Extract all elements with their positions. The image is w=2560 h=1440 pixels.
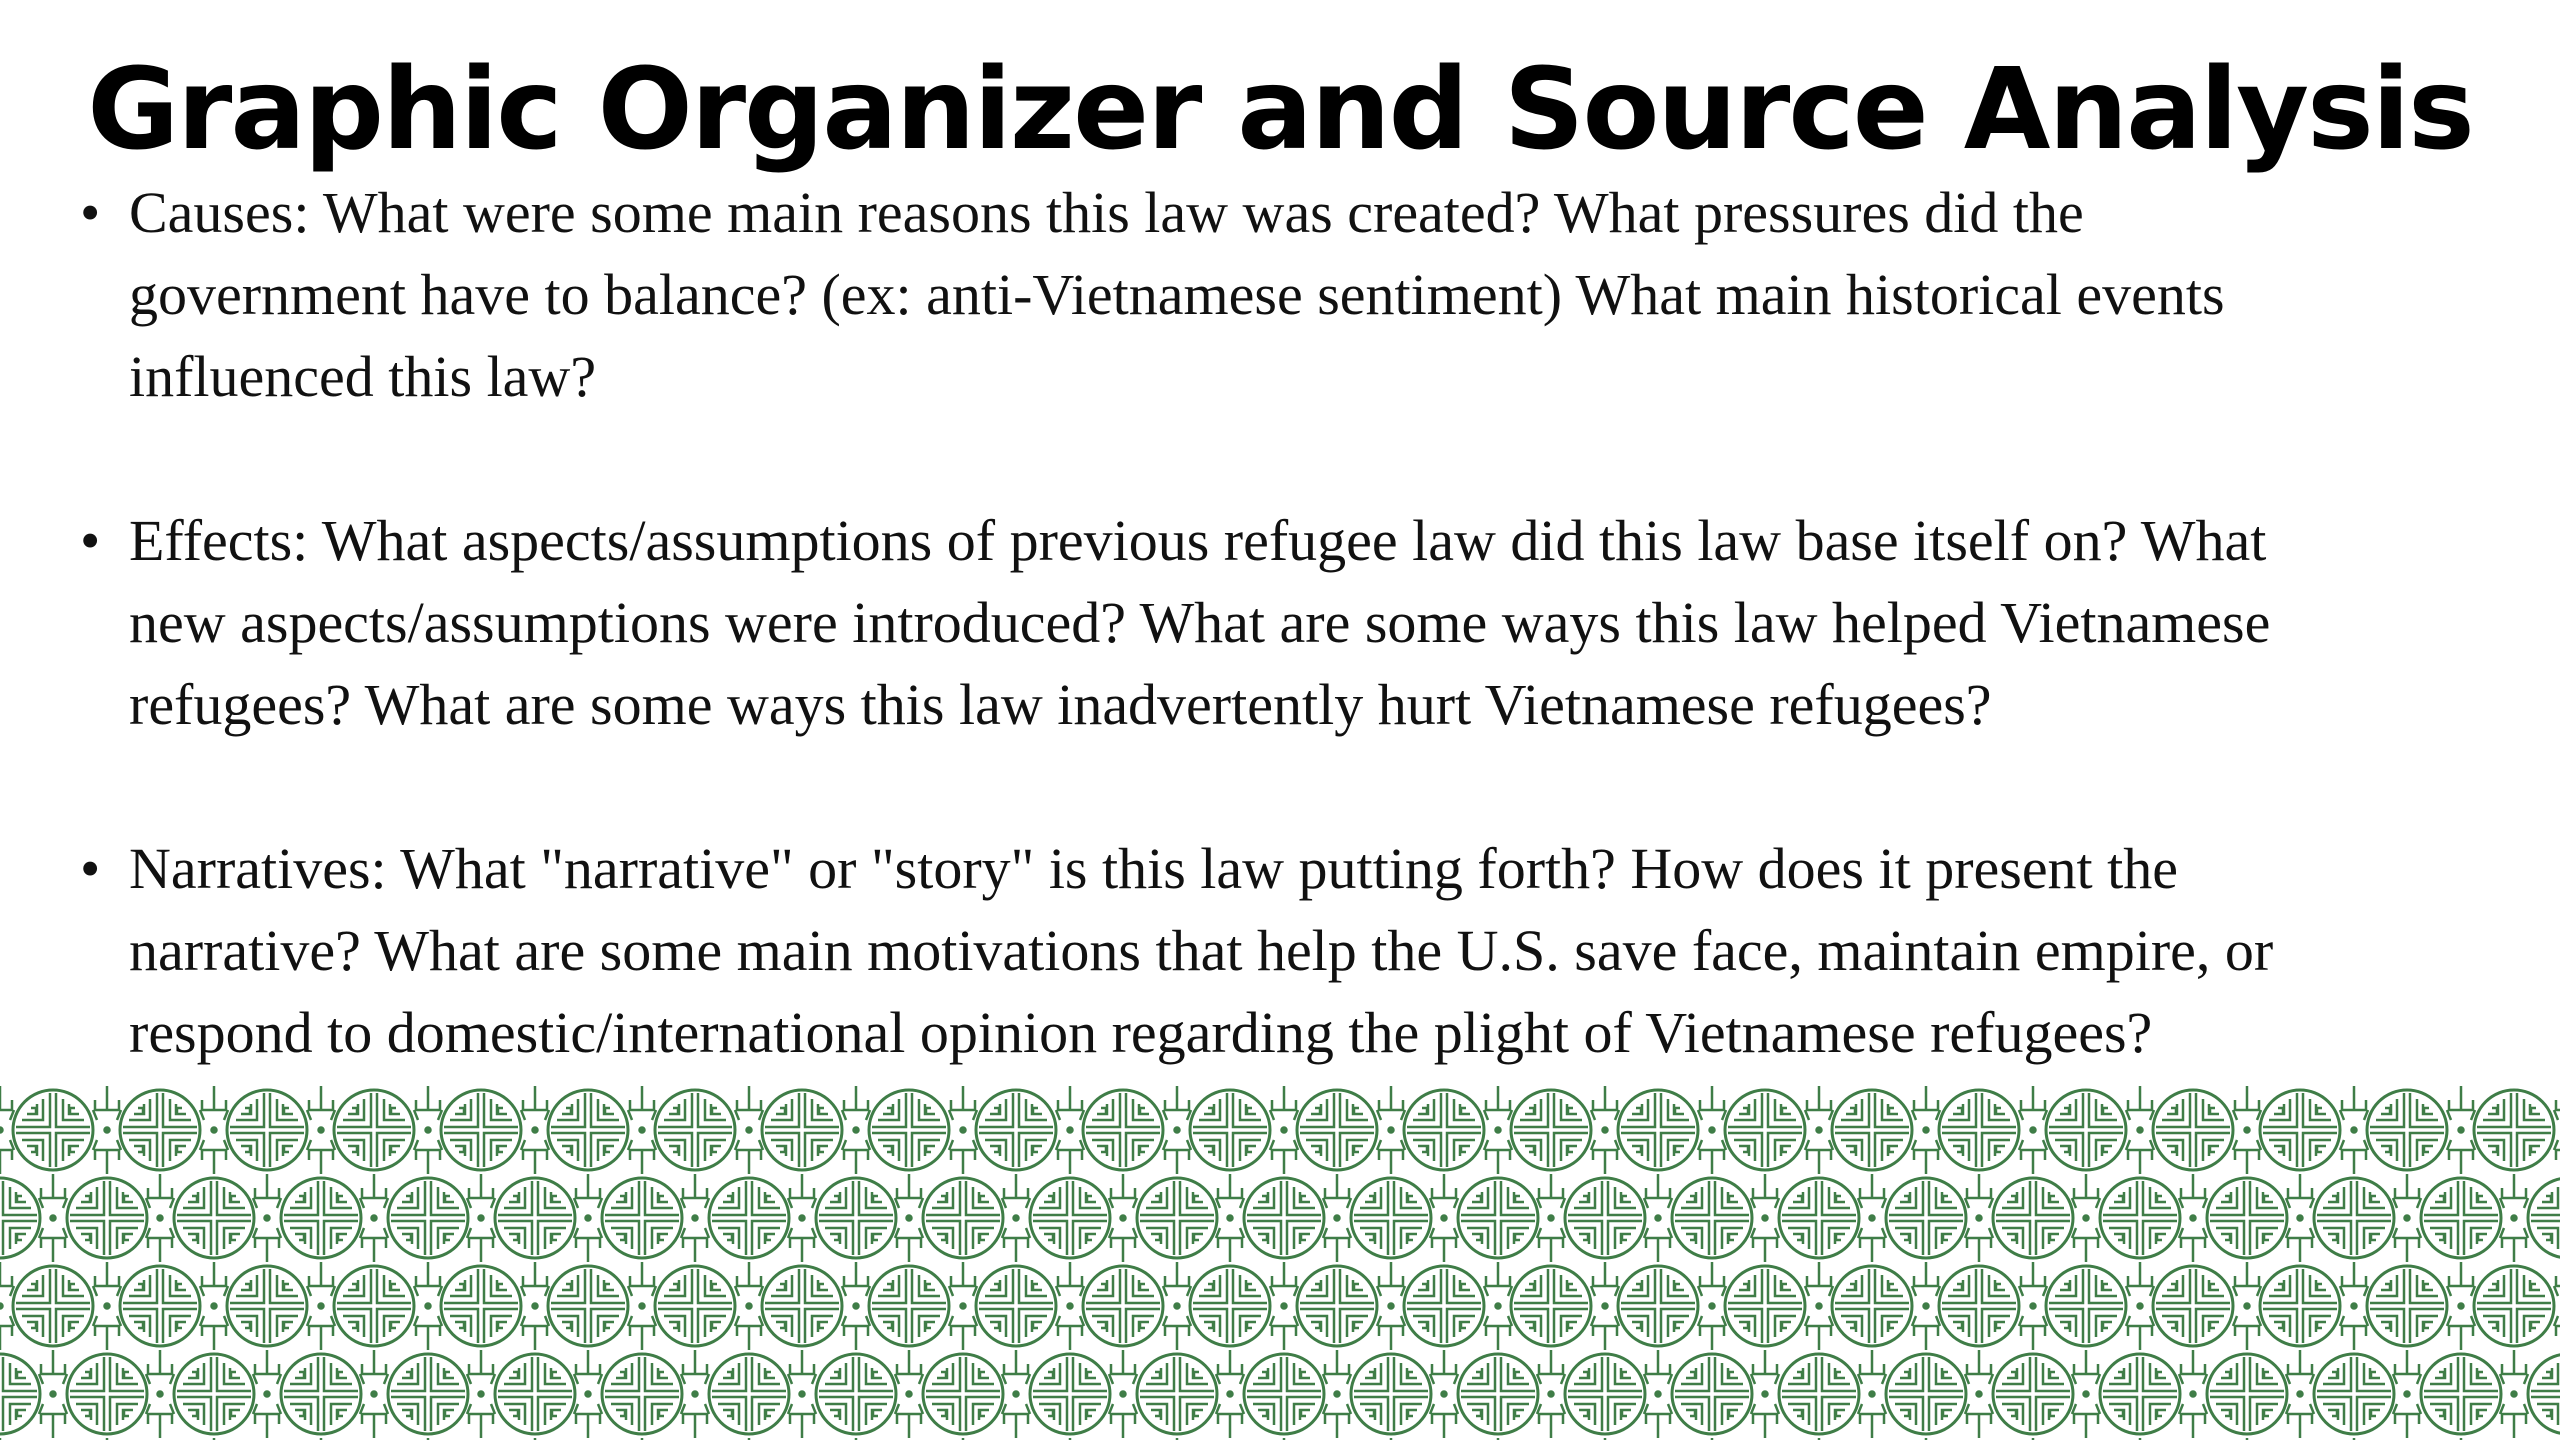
bullet-line: Narratives: What "narrative" or "story" is this law putting forth? How does it present the	[129, 836, 2179, 901]
bullet-icon: •	[80, 836, 101, 901]
decorative-pattern-border	[0, 1086, 2560, 1440]
bullet-icon: •	[80, 180, 101, 245]
bullet-line: Effects: What aspects/assumptions of previous refugee law did this law base itself on? What	[129, 508, 2267, 573]
bullet-causes	[0, 172, 2560, 418]
bullet-line: new aspects/assumptions were introduced? What are some ways this law helped Vietnamese	[129, 590, 2271, 655]
bullet-line: respond to domestic/international opinion regarding the plight of Vietnamese refugees?	[129, 1000, 2153, 1065]
bullet-line: narrative? What are some main motivations that help the U.S. save face, maintain empire, or	[129, 918, 2274, 983]
bullet-line: Causes: What were some main reasons this law was created? What pressures did the	[129, 180, 2084, 245]
bullet-narratives	[0, 828, 2560, 1074]
bullet-line: influenced this law?	[129, 344, 597, 409]
pattern-fill	[0, 1086, 2560, 1440]
bullet-list	[0, 172, 2560, 1156]
bullet-line: government have to balance? (ex: anti-Vietnamese sentiment) What main historical events	[129, 262, 2225, 327]
bullet-effects	[0, 500, 2560, 746]
bullet-line: refugees? What are some ways this law inadvertently hurt Vietnamese refugees?	[129, 672, 1992, 737]
page-title: Graphic Organizer and Source Analysis	[87, 45, 2473, 175]
bullet-icon: •	[80, 508, 101, 573]
